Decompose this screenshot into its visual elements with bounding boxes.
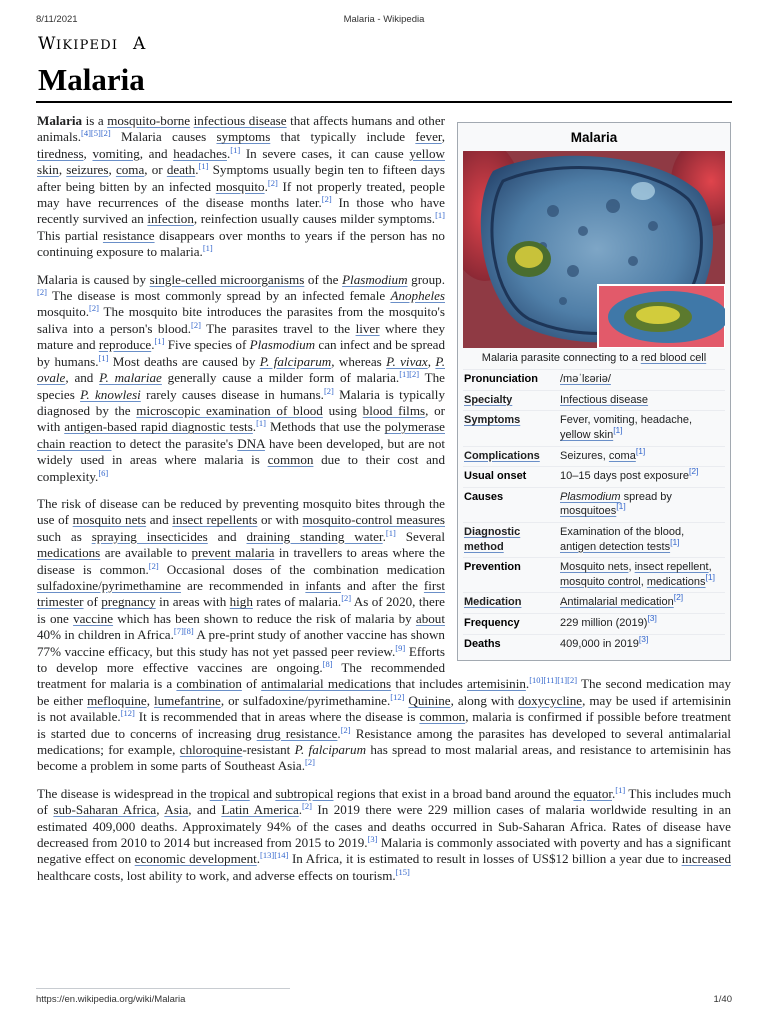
citation[interactable]: [1]	[615, 784, 626, 795]
title-divider	[36, 101, 732, 103]
citation[interactable]: [1]	[385, 527, 396, 538]
link[interactable]: blood films	[362, 402, 426, 418]
link[interactable]: tropical	[209, 785, 250, 801]
link[interactable]: Anopheles	[390, 288, 445, 304]
infobox-row	[463, 634, 725, 654]
infobox-value: Antimalarial medication[2]	[560, 592, 684, 609]
citation[interactable]: [2]	[89, 303, 99, 314]
link[interactable]: economic development	[134, 851, 257, 867]
citation[interactable]: [14]	[274, 850, 289, 861]
link[interactable]: mosquito-borne	[107, 113, 191, 128]
infobox-caption: Malaria parasite connecting to a red blood cell	[481, 351, 707, 364]
link[interactable]: Asia	[164, 802, 189, 818]
citation[interactable]: [1]	[154, 336, 165, 347]
infobox-value: Fever, vomiting, headache, yellow skin[1]	[560, 414, 693, 441]
infobox-value: Seizures, coma[1]	[560, 445, 646, 462]
infobox-title: Malaria	[570, 130, 618, 145]
citation[interactable]: [1]	[198, 161, 209, 172]
svg-text:W: W	[38, 34, 57, 54]
link[interactable]: about	[415, 610, 445, 626]
link[interactable]: P. vivax	[386, 353, 428, 369]
infobox-value: Mosquito nets, insect repellent, mosquito control, medications[1]	[560, 561, 715, 588]
citation[interactable]: [8]	[322, 659, 333, 669]
citation[interactable]: [2]	[148, 560, 159, 571]
link[interactable]: sulfadoxine/pyrimethamine	[37, 577, 181, 593]
link[interactable]: increased	[681, 851, 731, 867]
citation[interactable]: [13]	[260, 850, 275, 861]
link[interactable]: insect repellents	[172, 512, 258, 528]
infobox-label: Causes	[464, 490, 504, 503]
infobox-value: Infectious disease	[560, 393, 649, 406]
wikipedia-wordmark-icon	[38, 32, 146, 54]
link[interactable]: seizures	[66, 162, 109, 178]
infobox-image[interactable]	[463, 151, 725, 348]
infobox-row	[463, 370, 725, 391]
infobox	[457, 122, 731, 661]
link[interactable]: DNA	[237, 435, 265, 451]
citation[interactable]: [2]	[191, 319, 201, 330]
citation[interactable]: [1]	[435, 210, 445, 221]
link[interactable]: medications	[37, 545, 101, 561]
infobox-label: Specialty	[464, 393, 513, 406]
infobox-value: 409,000 in 2019[3]	[560, 633, 649, 650]
citation[interactable]: [1]	[98, 352, 109, 363]
link[interactable]: lumefantrine	[153, 692, 221, 708]
infobox-row	[463, 390, 725, 411]
link[interactable]: yellow skin	[37, 145, 445, 178]
citation[interactable]: [2]	[37, 287, 47, 298]
page-title: Malaria	[38, 62, 145, 97]
infobox-label: Prevention	[464, 561, 521, 574]
citation[interactable]: [2]	[267, 177, 278, 188]
infobox-label: Complications	[464, 449, 540, 462]
print-footer	[36, 994, 732, 1008]
infobox-value: Examination of the blood, antigen detection tests[1]	[560, 525, 685, 553]
link[interactable]: P. malariae	[99, 370, 162, 386]
link[interactable]: single-celled microorganisms	[149, 271, 305, 287]
link[interactable]: pregnancy	[101, 594, 156, 610]
print-url[interactable]: https://en.wikipedia.org/wiki/Malaria	[36, 994, 186, 1005]
paragraph-cause: Malaria is caused by single-celled microorganisms of the Plasmodium group.[2] The disease is most commonly spread by an infected female Anopheles mosquito.[2] The mosquito bite introduces the parasites from the mosquito's saliva into a person's blood.[2] The parasites travel to the liver where they mature and reproduce.[1] Five species of Plasmodium can infect and be spread by humans.[1] Most deaths are caused by P. falciparum, whereas P. vivax, P. ovale, and P. malariae generally cause a milder form of malaria.[1][2] The species P. knowlesi rarely causes disease in humans.[2] Malaria is typically diagnosed by the microscopic examination of blood using blood films, or with antigen-based rapid diagnostic tests.[1] Methods that use the polymerase chain reaction to detect the parasite's DNA have been developed, but are not widely used in areas where malaria is common due to their cost and complexity.[6]	[37, 271, 446, 484]
link[interactable]: doxycycline	[518, 692, 583, 708]
citation[interactable]: [12]	[390, 691, 405, 702]
link[interactable]: common	[267, 452, 314, 468]
link[interactable]: subtropical	[275, 785, 334, 801]
link[interactable]: antigen-based rapid diagnostic tests	[64, 419, 253, 435]
citation[interactable]: [3]	[367, 834, 378, 845]
link[interactable]: prevent malaria	[191, 545, 275, 561]
print-page-title: Malaria - Wikipedia	[343, 14, 425, 25]
citation[interactable]: [9]	[395, 642, 406, 653]
malaria-parasite-micrograph-icon	[463, 151, 725, 348]
link[interactable]: P. ovale	[37, 353, 445, 386]
infobox-row	[463, 593, 725, 614]
infobox-label: Frequency	[464, 616, 520, 629]
print-date: 8/11/2021	[36, 14, 78, 25]
link[interactable]: polymerase chain reaction	[37, 419, 445, 451]
citation[interactable]: [2]	[323, 385, 334, 396]
link[interactable]: high	[229, 594, 253, 610]
link[interactable]: vomiting	[92, 145, 140, 161]
citation[interactable]: [4]	[81, 128, 91, 139]
citation[interactable]: [1]	[557, 675, 568, 686]
link[interactable]: Plasmodium	[342, 271, 408, 287]
infobox-row	[463, 487, 725, 522]
citation[interactable]: [2]	[302, 801, 312, 812]
paragraph-prevention: The risk of disease can be reduced by preventing mosquito bites through the use of mosquito nets and insect repellents or with mosquito-control measures such as spraying insecticides and draining standing water.[1] Several medications are available to prevent malaria in travellers to areas where the disease is common.[2] Occasional doses of the combination medication sulfadoxine/pyrimethamine are recommended in infants and after the first trimester of pregnancy in areas with high rates of malaria.[2] As of 2020, there is one vaccine which has been shown to reduce the risk of malaria by about 40% in children in Africa.[7][8] A pre-print study of another vaccine has shown 77% vaccine efficacy, but this study has not yet passed peer review.[9] Efforts to develop more effective vaccines are ongoing.[8] The recommended treatment for malaria is a combination of antimalarial medications that includes artemisinin.[10][11][1][2] The second medication may be either mefloquine, lumefantrine, or sulfadoxine/pyrimethamine.[12] Quinine, along with doxycycline, may be used if artemisinin is not available.[12] It is recommended that in areas where the disease is common, malaria is confirmed if possible before treatment is started due to concerns of increasing drug resistance.[2] Resistance among the parasites has developed to several antimalarial medications; for example, chloroquine-resistant P. falciparum has spread to most malarial areas, and resistance to artemisinin has become a problem in some parts of Southeast Asia.[2]	[37, 495, 732, 774]
link[interactable]: mefloquine	[87, 692, 147, 708]
link[interactable]: vaccine	[73, 610, 114, 626]
print-header	[36, 14, 732, 28]
citation[interactable]: [10]	[529, 675, 544, 686]
link[interactable]: coma	[115, 162, 145, 178]
paragraph-intro: Malaria is a mosquito-borne infectious disease that affects humans and other animals.[4][5][2] Malaria causes symptoms that typically include fever, tiredness, vomiting, and headaches.[1] In severe cases, it can cause yellow skin, seizures, coma, or death.[1] Symptoms usually begin ten to fifteen days after being bitten by an infected mosquito.[2] If not properly treated, people may have recurrences of the disease months later.[2] In those who have recently survived an infection, reinfection usually causes milder symptoms.[1] This partial resistance disappears over months to years if the person has no continuing exposure to malaria.[1]	[37, 113, 446, 260]
red-blood-cell-link[interactable]: red blood cell	[640, 351, 707, 364]
infobox-row	[463, 558, 725, 593]
link[interactable]: artemisinin	[466, 676, 526, 692]
citation[interactable]: [2]	[409, 369, 420, 380]
citation[interactable]: [7]	[173, 626, 184, 637]
link[interactable]: tiredness	[37, 145, 84, 161]
link[interactable]: death	[166, 162, 196, 178]
link[interactable]: mosquito	[215, 178, 265, 194]
link[interactable]: combination	[176, 676, 242, 692]
link[interactable]: P. knowlesi	[80, 386, 141, 402]
infobox-label: Medication	[464, 596, 522, 609]
paragraph-epidemiology: The disease is widespread in the tropical and subtropical regions that exist in a broad band around the equator.[1] This includes much of sub-Saharan Africa, Asia, and Latin America.[2] In 2019 there were 229 million cases of malaria worldwide resulting in an estimated 409,000 deaths. Approximately 94% of the cases and deaths occurred in Sub-Saharan Africa. Rates of disease have decreased from 2010 to 2014 but increased from 2015 to 2019.[3] Malaria is commonly associated with poverty and has a significant negative effect on economic development.[13][14] In Africa, it is estimated to result in losses of US$12 billion a year due to increased healthcare costs, lost ability to work, and adverse effects on tourism.[15]	[37, 784, 732, 883]
citation[interactable]: [1]	[256, 418, 266, 429]
link[interactable]: spraying insecticides	[91, 528, 208, 544]
infobox-row	[463, 613, 725, 634]
citation[interactable]: [1]	[202, 243, 213, 254]
citation[interactable]: [2]	[567, 675, 578, 686]
citation[interactable]: [5]	[90, 128, 101, 139]
article-body	[37, 113, 731, 884]
svg-text:A: A	[133, 34, 146, 54]
infobox-label: Symptoms	[464, 414, 521, 427]
link[interactable]: infection	[147, 211, 194, 227]
link[interactable]: mosquito-control measures	[302, 512, 445, 528]
infobox-label: Usual onset	[464, 470, 527, 483]
link[interactable]: Latin America	[221, 802, 299, 818]
link[interactable]: Quinine	[408, 692, 451, 708]
infobox-value: /məˈlɛəriə/	[560, 373, 611, 386]
link[interactable]: mosquito nets	[72, 512, 147, 528]
infobox-label: Diagnostic method	[464, 525, 521, 553]
link[interactable]: common	[419, 709, 466, 725]
link[interactable]: sub-Saharan Africa	[53, 802, 157, 818]
link[interactable]: liver	[355, 320, 380, 336]
link[interactable]: reproduce	[98, 337, 152, 353]
link[interactable]: P. falciparum	[259, 353, 332, 369]
infobox-value: Plasmodium spread by mosquitoes[1]	[560, 490, 672, 518]
link[interactable]: microscopic examination of blood	[136, 402, 323, 418]
citation[interactable]: [2]	[321, 194, 332, 205]
footer-divider	[36, 988, 290, 989]
link[interactable]: draining standing water	[246, 528, 383, 544]
print-page-number: 1/40	[713, 994, 732, 1005]
svg-text:IKIPEDI: IKIPEDI	[56, 38, 119, 53]
link[interactable]: headaches	[173, 145, 227, 161]
citation[interactable]: [8]	[183, 626, 194, 637]
infobox-value: 10–15 days post exposure[2]	[560, 466, 699, 483]
citation[interactable]: [6]	[98, 467, 109, 478]
link[interactable]: chloroquine	[179, 742, 243, 758]
link[interactable]: antimalarial medications	[261, 676, 392, 692]
link[interactable]: equator	[573, 785, 613, 801]
infobox-value: 229 million (2019)[3]	[560, 612, 657, 629]
citation[interactable]: [12]	[120, 708, 135, 719]
citation[interactable]: [15]	[395, 866, 410, 877]
infobox-label: Pronunciation	[464, 373, 538, 386]
citation[interactable]: [1]	[230, 144, 241, 155]
infobox-row	[463, 446, 725, 467]
infobox-row	[463, 467, 725, 488]
citation[interactable]: [2]	[340, 724, 351, 735]
link[interactable]: infants	[305, 577, 341, 593]
link[interactable]: infectious disease	[193, 113, 287, 128]
infobox-row	[463, 522, 725, 557]
citation[interactable]: [2]	[341, 593, 352, 604]
infobox-row	[463, 411, 725, 446]
citation[interactable]: [1]	[399, 369, 410, 380]
link[interactable]: resistance	[102, 227, 155, 243]
link[interactable]: drug resistance	[256, 725, 338, 741]
citation[interactable]: [11]	[543, 675, 558, 686]
citation[interactable]: [2]	[305, 757, 315, 768]
wikipedia-logo[interactable]	[38, 32, 146, 59]
infobox-table	[463, 369, 725, 654]
link[interactable]: fever	[415, 129, 442, 145]
link[interactable]: symptoms	[216, 129, 271, 145]
citation[interactable]: [2]	[100, 128, 111, 139]
infobox-label: Deaths	[464, 637, 501, 650]
link[interactable]: first trimester	[37, 577, 445, 610]
